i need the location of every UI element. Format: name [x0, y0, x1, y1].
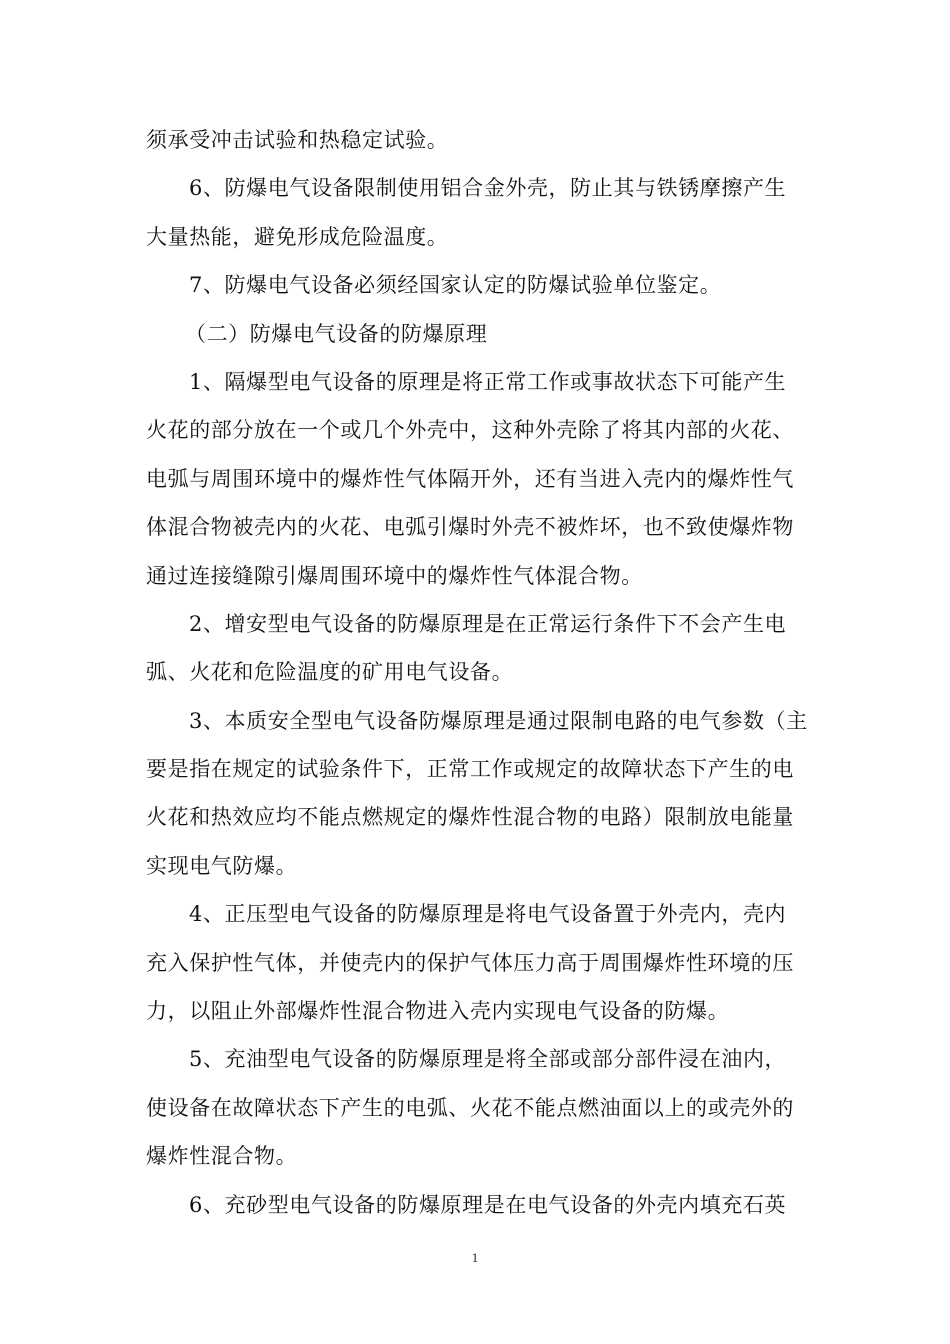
text-line: 使设备在故障状态下产生的电弧、火花不能点燃油面以上的或壳外的	[146, 1095, 794, 1120]
page-number: 1	[471, 1250, 479, 1265]
text-line: 1、隔爆型电气设备的原理是将正常工作或事故状态下可能产生	[189, 369, 787, 394]
text-line: 6、防爆电气设备限制使用铝合金外壳，防止其与铁锈摩擦产生	[189, 176, 787, 201]
text-line: 电弧与周围环境中的爆炸性气体隔开外，还有当进入壳内的爆炸性气	[146, 466, 794, 491]
text-line: 体混合物被壳内的火花、电弧引爆时外壳不被炸坏，也不致使爆炸物	[146, 515, 794, 540]
text-line: 通过连接缝隙引爆周围环境中的爆炸性气体混合物。	[146, 563, 643, 588]
text-line: 2、增安型电气设备的防爆原理是在正常运行条件下不会产生电	[189, 611, 787, 636]
text-line: 力，以阻止外部爆炸性混合物进入壳内实现电气设备的防爆。	[146, 999, 730, 1024]
section-heading: （二）防爆电气设备的防爆原理	[185, 321, 488, 346]
text-line: 7、防爆电气设备必须经国家认定的防爆试验单位鉴定。	[189, 273, 722, 298]
text-line: 大量热能，避免形成危险温度。	[146, 224, 449, 249]
body-text	[146, 116, 810, 1229]
text-line: 须承受冲击试验和热稳定试验。	[146, 128, 449, 152]
text-line: 6、充砂型电气设备的防爆原理是在电气设备的外壳内填充石英	[189, 1192, 787, 1217]
text-line: 弧、火花和危险温度的矿用电气设备。	[146, 660, 514, 685]
text-line: 火花的部分放在一个或几个外壳中，这种外壳除了将其内部的火花、	[146, 418, 794, 443]
text-line: 4、正压型电气设备的防爆原理是将电气设备置于外壳内，壳内	[189, 902, 787, 927]
text-line: 5、充油型电气设备的防爆原理是将全部或部分部件浸在油内，	[189, 1047, 787, 1072]
text-line: 要是指在规定的试验条件下，正常工作或规定的故障状态下产生的电	[146, 757, 794, 782]
text-line: 火花和热效应均不能点燃规定的爆炸性混合物的电路）限制放电能量	[146, 805, 794, 830]
text-line: 实现电气防爆。	[146, 853, 298, 878]
text-line: 充入保护性气体，并使壳内的保护气体压力高于周围爆炸性环境的压	[146, 950, 794, 975]
text-line: 3、本质安全型电气设备防爆原理是通过限制电路的电气参数（主	[189, 708, 808, 733]
text-line: 爆炸性混合物。	[146, 1144, 298, 1169]
